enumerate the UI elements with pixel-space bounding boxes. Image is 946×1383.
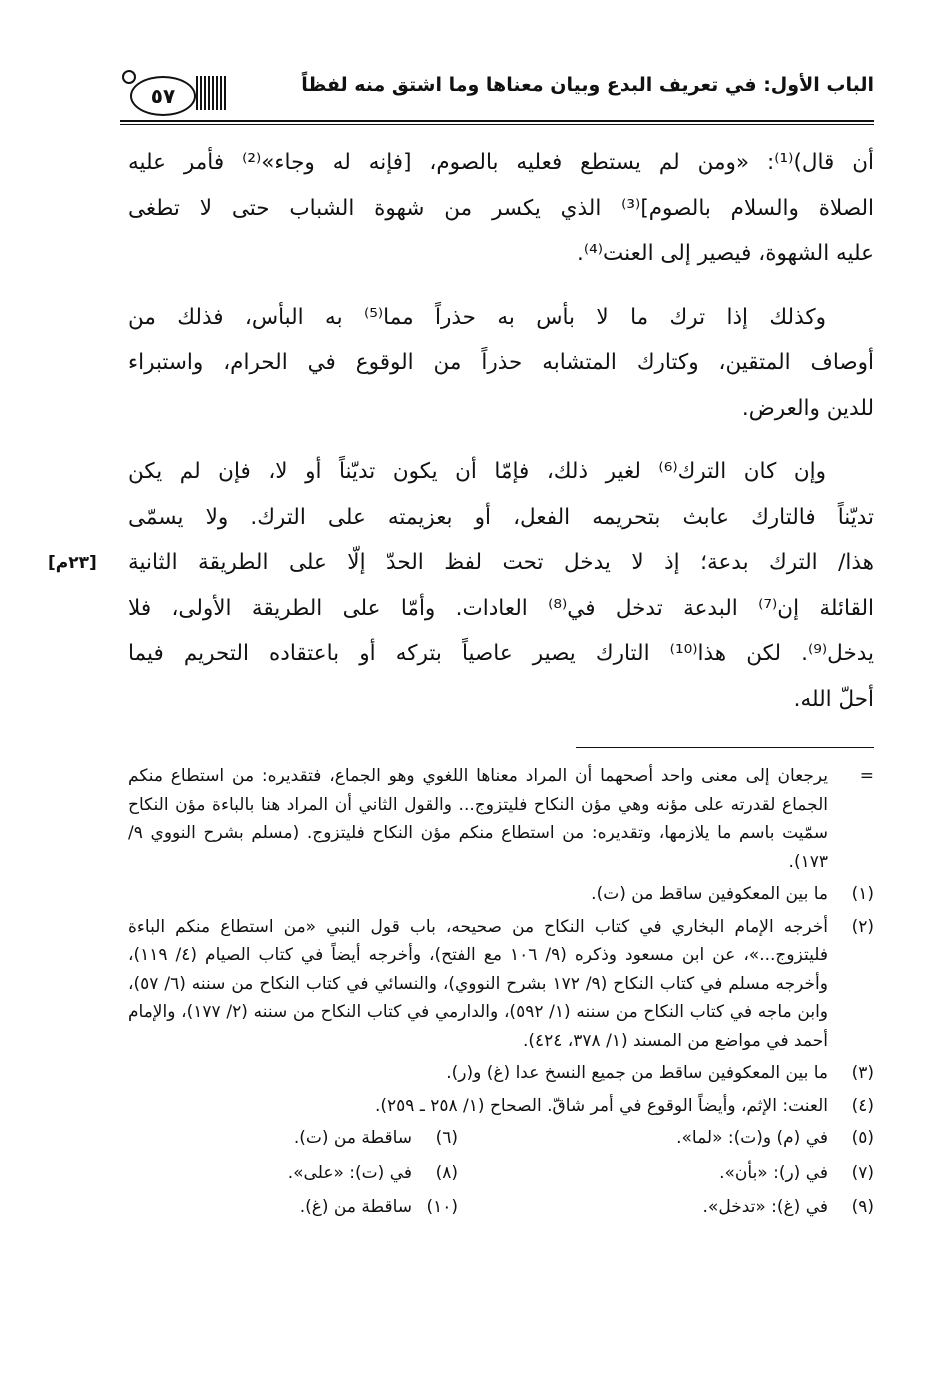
footnote [128, 880, 874, 909]
footnote-number: = [859, 766, 874, 786]
footnote-pair [128, 1193, 874, 1222]
ornament-circle-icon [122, 70, 136, 84]
text-line: وإن كان الترك⁽⁶⁾ لغير ذلك، فإمّا أن يكون تديّناً أو لا، فإن لم يكن [128, 459, 827, 484]
paragraph-3 [128, 449, 874, 722]
footnote-text: يرجعان إلى معنى واحد أصحهما أن المراد معناها اللغوي وهو الجماع، فتقديره: من استطاع منكم الجماع لقدرته على مؤنه وهي مؤن النكاح فليتزوج... والقول الثاني أن المراد هنا بالباءة مؤن النكاح سمّيت باسم ما يلازمها، وتقديره: من استطاع منكم مؤن النكاح فليتزوج. (مسلم بشرح النووي ٩/ ١٧٣). [128, 766, 828, 872]
footnote-rule [576, 747, 874, 748]
footnote [288, 1159, 458, 1188]
footnote-text: العنت: الإثم، وأيضاً الوقوع في أمر شاقّ. الصحاح (١/ ٢٥٨ ـ ٢٥٩). [374, 1095, 828, 1116]
footnote-pair [128, 1124, 874, 1153]
footnote [128, 913, 874, 1056]
footnote [294, 1124, 458, 1153]
footnotes [128, 762, 874, 1228]
page-header [120, 68, 874, 122]
text-line: تديّناً فالتارك عابث بتحريمه الفعل، أو بعزيمته على الترك. ولا يسمّى [128, 504, 874, 530]
footnote-text: ساقطة من (غ). [299, 1197, 412, 1217]
running-title: الباب الأول: في تعريف البدع وبيان معناها وما اشتق منه لفظاً [301, 74, 874, 96]
footnote-text: في (م) و(ت): «لما». [676, 1128, 828, 1148]
footnote-pair [128, 1159, 874, 1188]
text-line: أحلّ الله. [793, 686, 874, 712]
text-line: وكذلك إذا ترك ما لا بأس به حذراً مما⁽⁵⁾ به البأس، فذلك من [128, 304, 826, 330]
footnote-text: في (غ): «تدخل». [702, 1197, 828, 1217]
footnote-number: (٦) [435, 1128, 458, 1148]
footnote-number: (٣) [851, 1063, 874, 1083]
footnote-text: ما بين المعكوفين ساقط من جميع النسخ عدا (غ) و(ر). [446, 1063, 828, 1083]
footnote-number: (٤) [851, 1095, 874, 1116]
paragraph-1 [128, 140, 874, 277]
main-text [128, 140, 874, 740]
page-number: ٥٧ [130, 76, 196, 116]
footnote-text: أخرجه الإمام البخاري في كتاب النكاح من صحيحه، باب قول النبي «من استطاع منكم الباءة فليتزوج...»، عن ابن مسعود وذكره (٩/ ١٠٦ مع الفتح)، وأخرجه أيضاً في كتاب الصيام (٤/ ١١٩)، وأخرجه مسلم في كتاب النكاح (٩/ ١٧٢ بشرح النووي)، والنسائي في كتاب النكاح من سننه (٦/ ٥٧)، وابن ماجه في كتاب النكاح من سننه (١/ ٥٩٢)، والدارمي في كتاب النكاح من سننه (٢/ ١٧٧)، والإمام أحمد في مواضع من المسند (١/ ٣٧٨، ٤٢٤). [128, 916, 829, 1051]
page-number-ornament [120, 70, 230, 116]
text-line: يدخل⁽⁹⁾. لكن هذا⁽¹⁰⁾ التارك يصير عاصياً بتركه أو باعتقاده التحريم فيما [128, 641, 875, 666]
footnote-number: (٩) [851, 1197, 874, 1217]
footnote-number: (٨) [435, 1162, 458, 1183]
footnote-text: في (ت): «على». [287, 1162, 412, 1183]
footnote-text: ساقطة من (ت). [293, 1128, 412, 1148]
text-line: القائلة إن⁽⁷⁾ البدعة تدخل في⁽⁸⁾ العادات. وأمّا على الطريقة الأولى، فلا [128, 595, 874, 621]
footnote [458, 1124, 874, 1153]
footnote [128, 1059, 874, 1088]
footnote-number: (١) [851, 884, 874, 904]
footnote [128, 762, 874, 876]
footnote-number: (٢) [851, 916, 874, 937]
footnote [458, 1159, 874, 1188]
footnote-text: في (ر): «بأن». [719, 1162, 828, 1183]
text-line: هذا/ الترك بدعة؛ إذ لا يدخل تحت لفظ الحدّ إلّا على الطريقة الثانية [128, 550, 874, 575]
margin-manuscript-ref: [٢٣م] [48, 553, 97, 573]
text-line: أوصاف المتقين، وكتارك المتشابه حذراً من الوقوع في الحرام، واستبراء [128, 350, 874, 375]
text-line: الصلاة والسلام بالصوم]⁽³⁾ الذي يكسر من شهوة الشباب حتى لا تطغى [128, 195, 874, 221]
footnote [300, 1193, 458, 1222]
footnote [458, 1193, 874, 1222]
text-line: للدين والعرض. [741, 395, 874, 421]
footnote-text: ما بين المعكوفين ساقط من (ت). [591, 884, 828, 904]
text-line: عليه الشهوة، فيصير إلى العنت⁽⁴⁾. [577, 241, 874, 266]
header-rule-thin [120, 124, 874, 125]
footnote-number: (١٠) [426, 1197, 458, 1217]
footnote-number: (٥) [851, 1128, 874, 1148]
footnote-number: (٧) [851, 1162, 874, 1183]
paragraph-2 [128, 295, 874, 432]
text-line: أن قال)⁽¹⁾: «ومن لم يستطع فعليه بالصوم، [فإنه له وجاء»⁽²⁾ فأمر عليه [128, 150, 875, 175]
footnote [128, 1092, 874, 1121]
ornament-bars-icon [196, 76, 228, 110]
header-rule [120, 120, 874, 122]
